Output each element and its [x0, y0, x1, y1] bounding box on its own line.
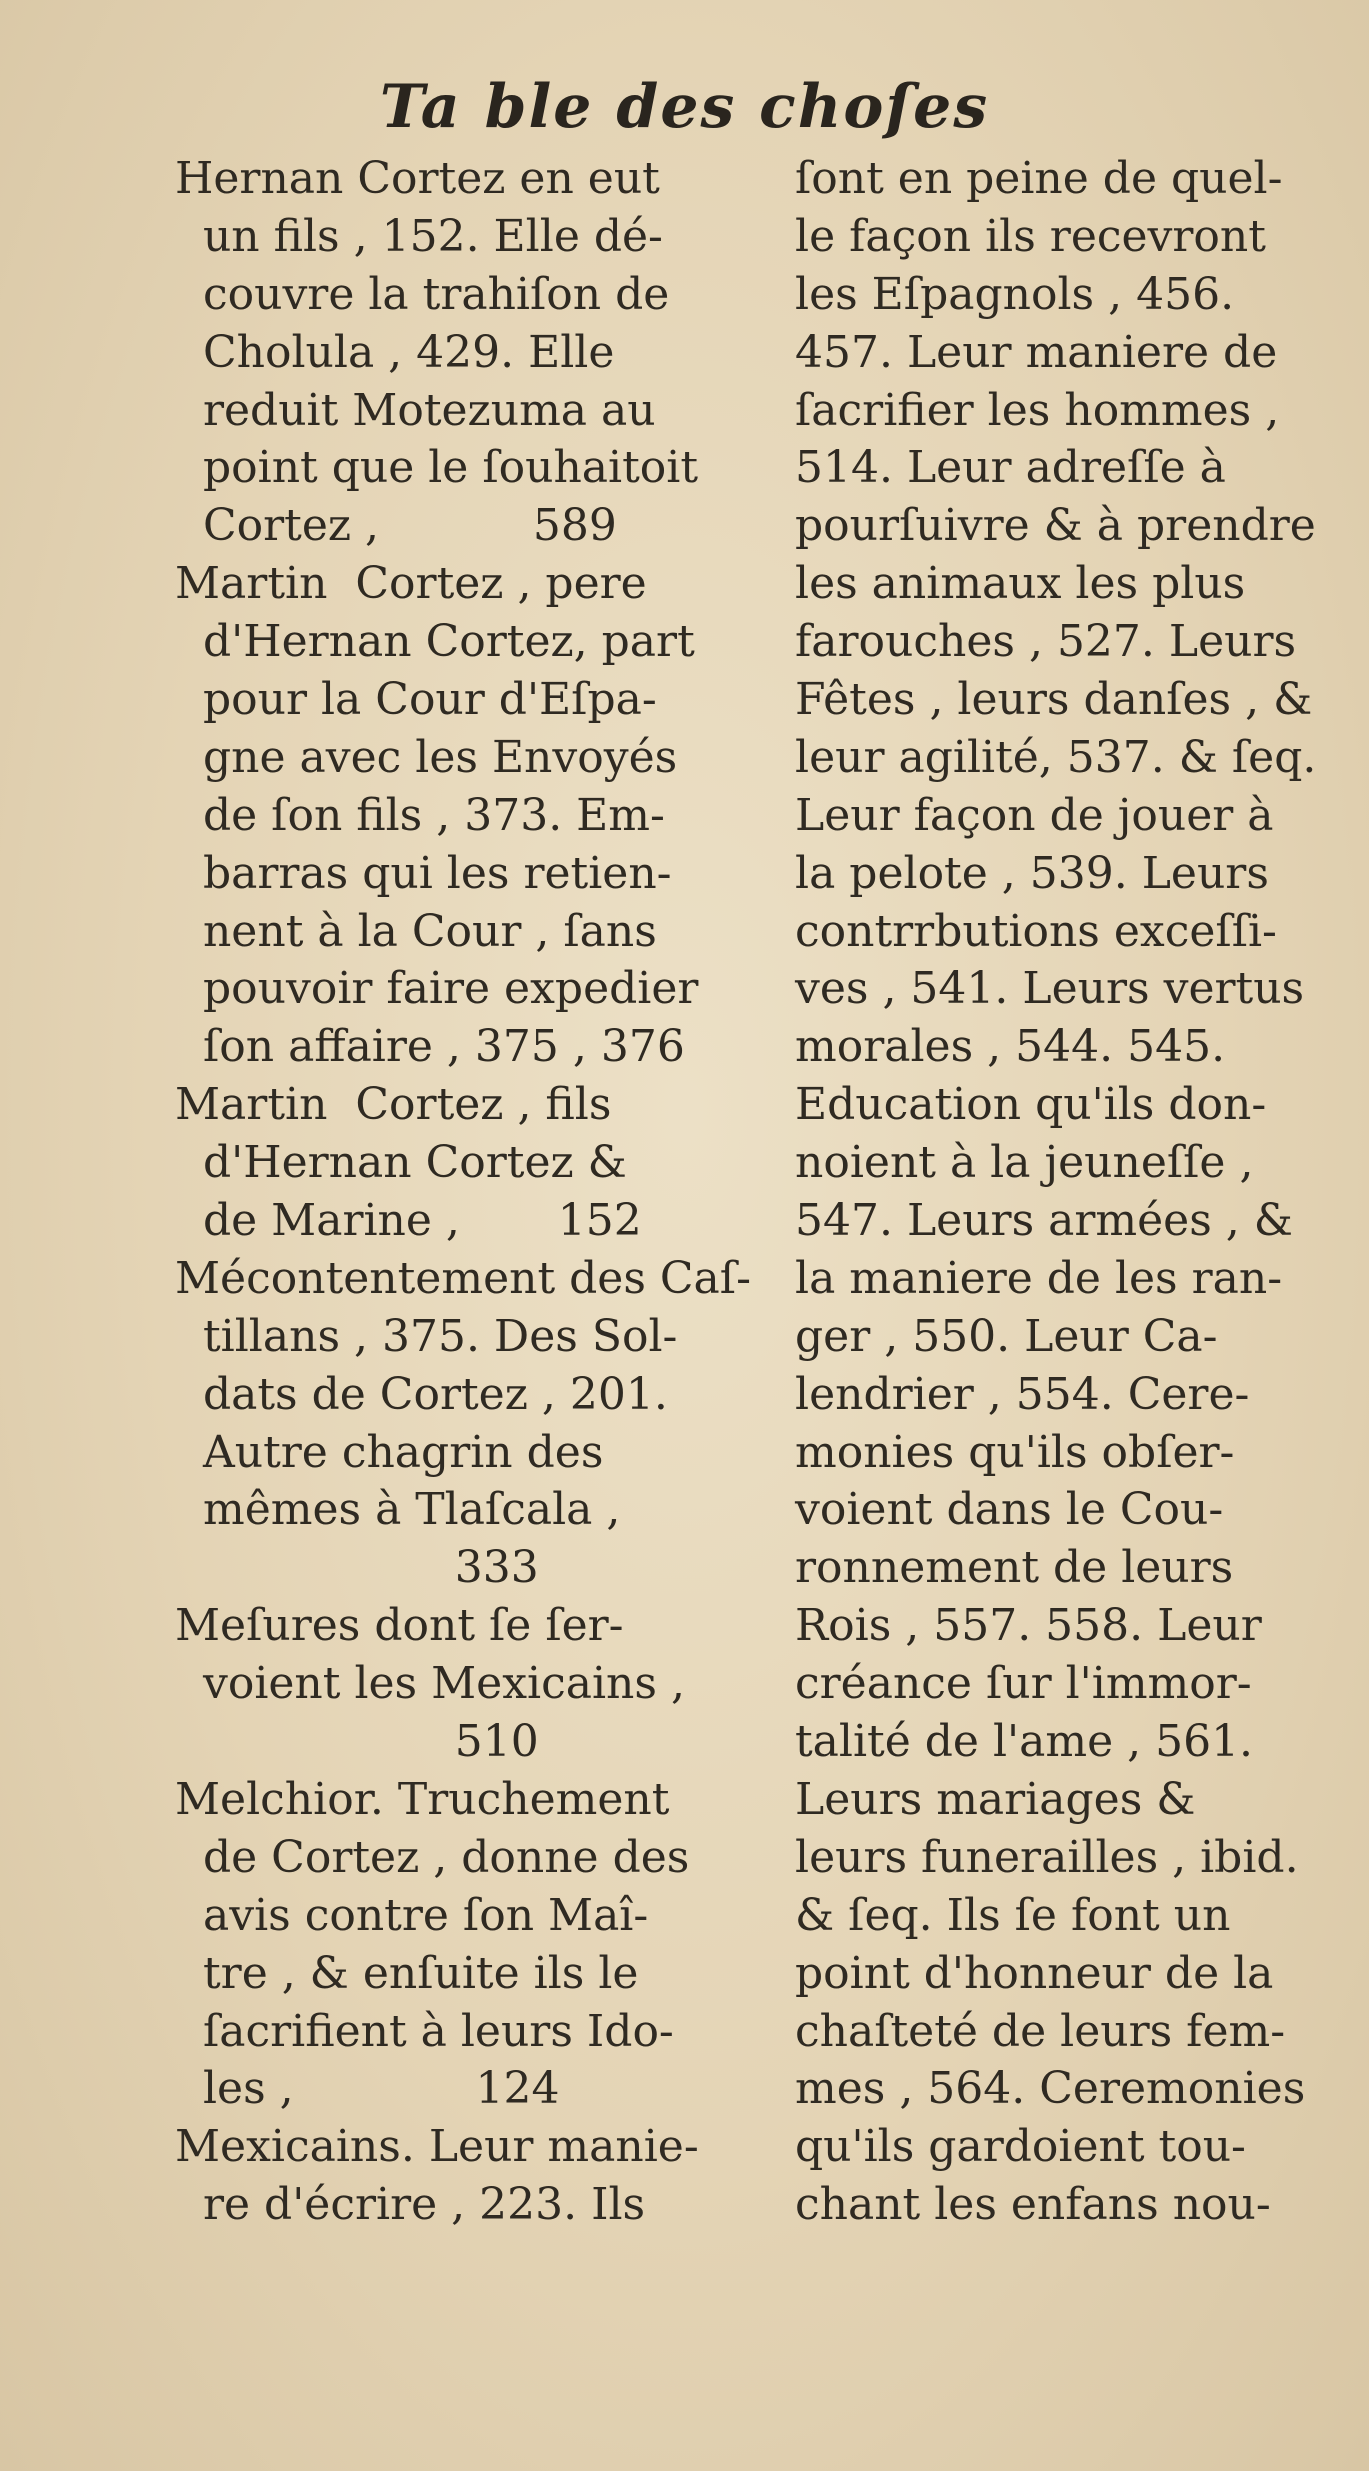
- right-column-line: farouches , 527. Leurs: [795, 616, 1297, 668]
- right-column-line: monies qu'ils obſer-: [795, 1426, 1235, 1478]
- left-column-line: les , 124: [175, 2063, 560, 2115]
- right-column-line: morales , 544. 545.: [795, 1021, 1226, 1073]
- left-column-line: point que le ſouhaitoit: [175, 442, 699, 494]
- right-column-line: ronnement de leurs: [795, 1542, 1234, 1594]
- left-column-line: d'Hernan Cortez &: [175, 1137, 627, 1189]
- right-column-line: la pelote , 539. Leurs: [795, 847, 1269, 899]
- right-column-line: ſacrifier les hommes ,: [795, 384, 1280, 436]
- right-column-line: pourſuivre & à prendre: [795, 500, 1316, 552]
- left-column-line: de Marine , 152: [175, 1195, 642, 1247]
- right-column-line: voient dans le Cou-: [795, 1484, 1224, 1536]
- left-column-line: Melchior. Truchement: [175, 1773, 670, 1825]
- right-column-line: lendrier , 554. Cere-: [795, 1368, 1250, 1420]
- right-column-line: créance ſur l'immor-: [795, 1658, 1252, 1710]
- left-column-line: d'Hernan Cortez, part: [175, 616, 695, 668]
- left-column-line: 333: [175, 1542, 539, 1594]
- right-column-line: ger , 550. Leur Ca-: [795, 1310, 1218, 1362]
- left-column-line: avis contre ſon Maî-: [175, 1889, 649, 1941]
- right-column-line: 457. Leur maniere de: [795, 326, 1278, 378]
- left-column-line: tillans , 375. Des Sol-: [175, 1310, 678, 1362]
- right-column-line: ſont en peine de quel-: [795, 153, 1283, 204]
- right-column-line: Rois , 557. 558. Leur: [795, 1600, 1262, 1652]
- left-column-line: un fils , 152. Elle dé-: [175, 210, 663, 262]
- running-header: Ta ble des choſes: [379, 72, 990, 142]
- right-column-line: Leur façon de jouer à: [795, 789, 1274, 841]
- right-column-line: les Eſpagnols , 456.: [795, 268, 1235, 320]
- left-column-line: Mexicains. Leur manie-: [175, 2121, 699, 2173]
- left-column-line: Cholula , 429. Elle: [175, 326, 615, 378]
- right-column-line: contrrbutions exceſſi-: [795, 905, 1277, 957]
- left-column-line: Martin Cortez , pere: [175, 558, 647, 610]
- left-column-line: Martin Cortez , fils: [175, 1079, 612, 1131]
- right-column-line: Education qu'ils don-: [795, 1079, 1267, 1131]
- right-column-line: Fêtes , leurs danſes , &: [795, 674, 1313, 726]
- right-column-line: 514. Leur adreſſe à: [795, 442, 1226, 494]
- left-column-line: de ſon fils , 373. Em-: [175, 789, 665, 841]
- right-column-line: chaſteté de leurs fem-: [795, 2005, 1286, 2057]
- right-column-line: qu'ils gardoient tou-: [795, 2121, 1246, 2173]
- left-column-line: tre , & enſuite ils le: [175, 1947, 639, 1999]
- left-column-line: 510: [175, 1716, 539, 1768]
- right-index-column: [795, 150, 1355, 2234]
- left-column-line: voient les Mexicains ,: [175, 1658, 685, 1710]
- left-column-line: couvre la trahiſon de: [175, 268, 670, 320]
- right-column-line: mes , 564. Ceremonies: [795, 2063, 1306, 2115]
- right-column-line: noient à la jeuneſſe ,: [795, 1137, 1254, 1189]
- left-column-line: reduit Motezuma au: [175, 384, 656, 436]
- right-column-line: ves , 541. Leurs vertus: [795, 963, 1305, 1015]
- left-column-line: ſacrifient à leurs Ido-: [175, 2005, 674, 2057]
- right-column-line: le façon ils recevront: [795, 210, 1266, 262]
- right-column-line: les animaux les plus: [795, 558, 1246, 610]
- left-column-line: Hernan Cortez en eut: [175, 153, 660, 204]
- right-column-line: chant les enfans nou-: [795, 2179, 1271, 2231]
- left-column-line: de Cortez , donne des: [175, 1831, 690, 1883]
- left-column-line: Autre chagrin des: [175, 1426, 604, 1478]
- left-column-line: gne avec les Envoyés: [175, 731, 678, 783]
- left-column-line: re d'écrire , 223. Ils: [175, 2179, 646, 2231]
- right-column-line: talité de l'ame , 561.: [795, 1716, 1254, 1768]
- left-column-line: nent à la Cour , ſans: [175, 905, 657, 957]
- left-column-line: Cortez , 589: [175, 500, 617, 552]
- right-column-line: 547. Leurs armées , &: [795, 1195, 1293, 1247]
- left-column-line: dats de Cortez , 201.: [175, 1368, 668, 1420]
- right-column-line: point d'honneur de la: [795, 1947, 1274, 1999]
- left-column-line: ſon affaire , 375 , 376: [175, 1021, 685, 1073]
- right-column-line: Leurs mariages &: [795, 1773, 1196, 1825]
- right-column-line: & ſeq. Ils ſe font un: [795, 1889, 1231, 1941]
- right-column-line: leurs funerailles , ibid.: [795, 1831, 1299, 1883]
- left-column-line: barras qui les retien-: [175, 847, 672, 899]
- right-column-line: la maniere de les ran-: [795, 1252, 1283, 1304]
- left-column-line: mêmes à Tlaſcala ,: [175, 1484, 621, 1536]
- left-column-line: Meſures dont ſe ſer-: [175, 1600, 624, 1652]
- left-column-line: pouvoir faire expedier: [175, 963, 699, 1015]
- left-index-column: [175, 150, 751, 2234]
- left-column-line: Mécontentement des Caſ-: [175, 1252, 751, 1304]
- left-column-line: pour la Cour d'Eſpa-: [175, 674, 657, 726]
- right-column-line: leur agilité, 537. & ſeq.: [795, 731, 1317, 783]
